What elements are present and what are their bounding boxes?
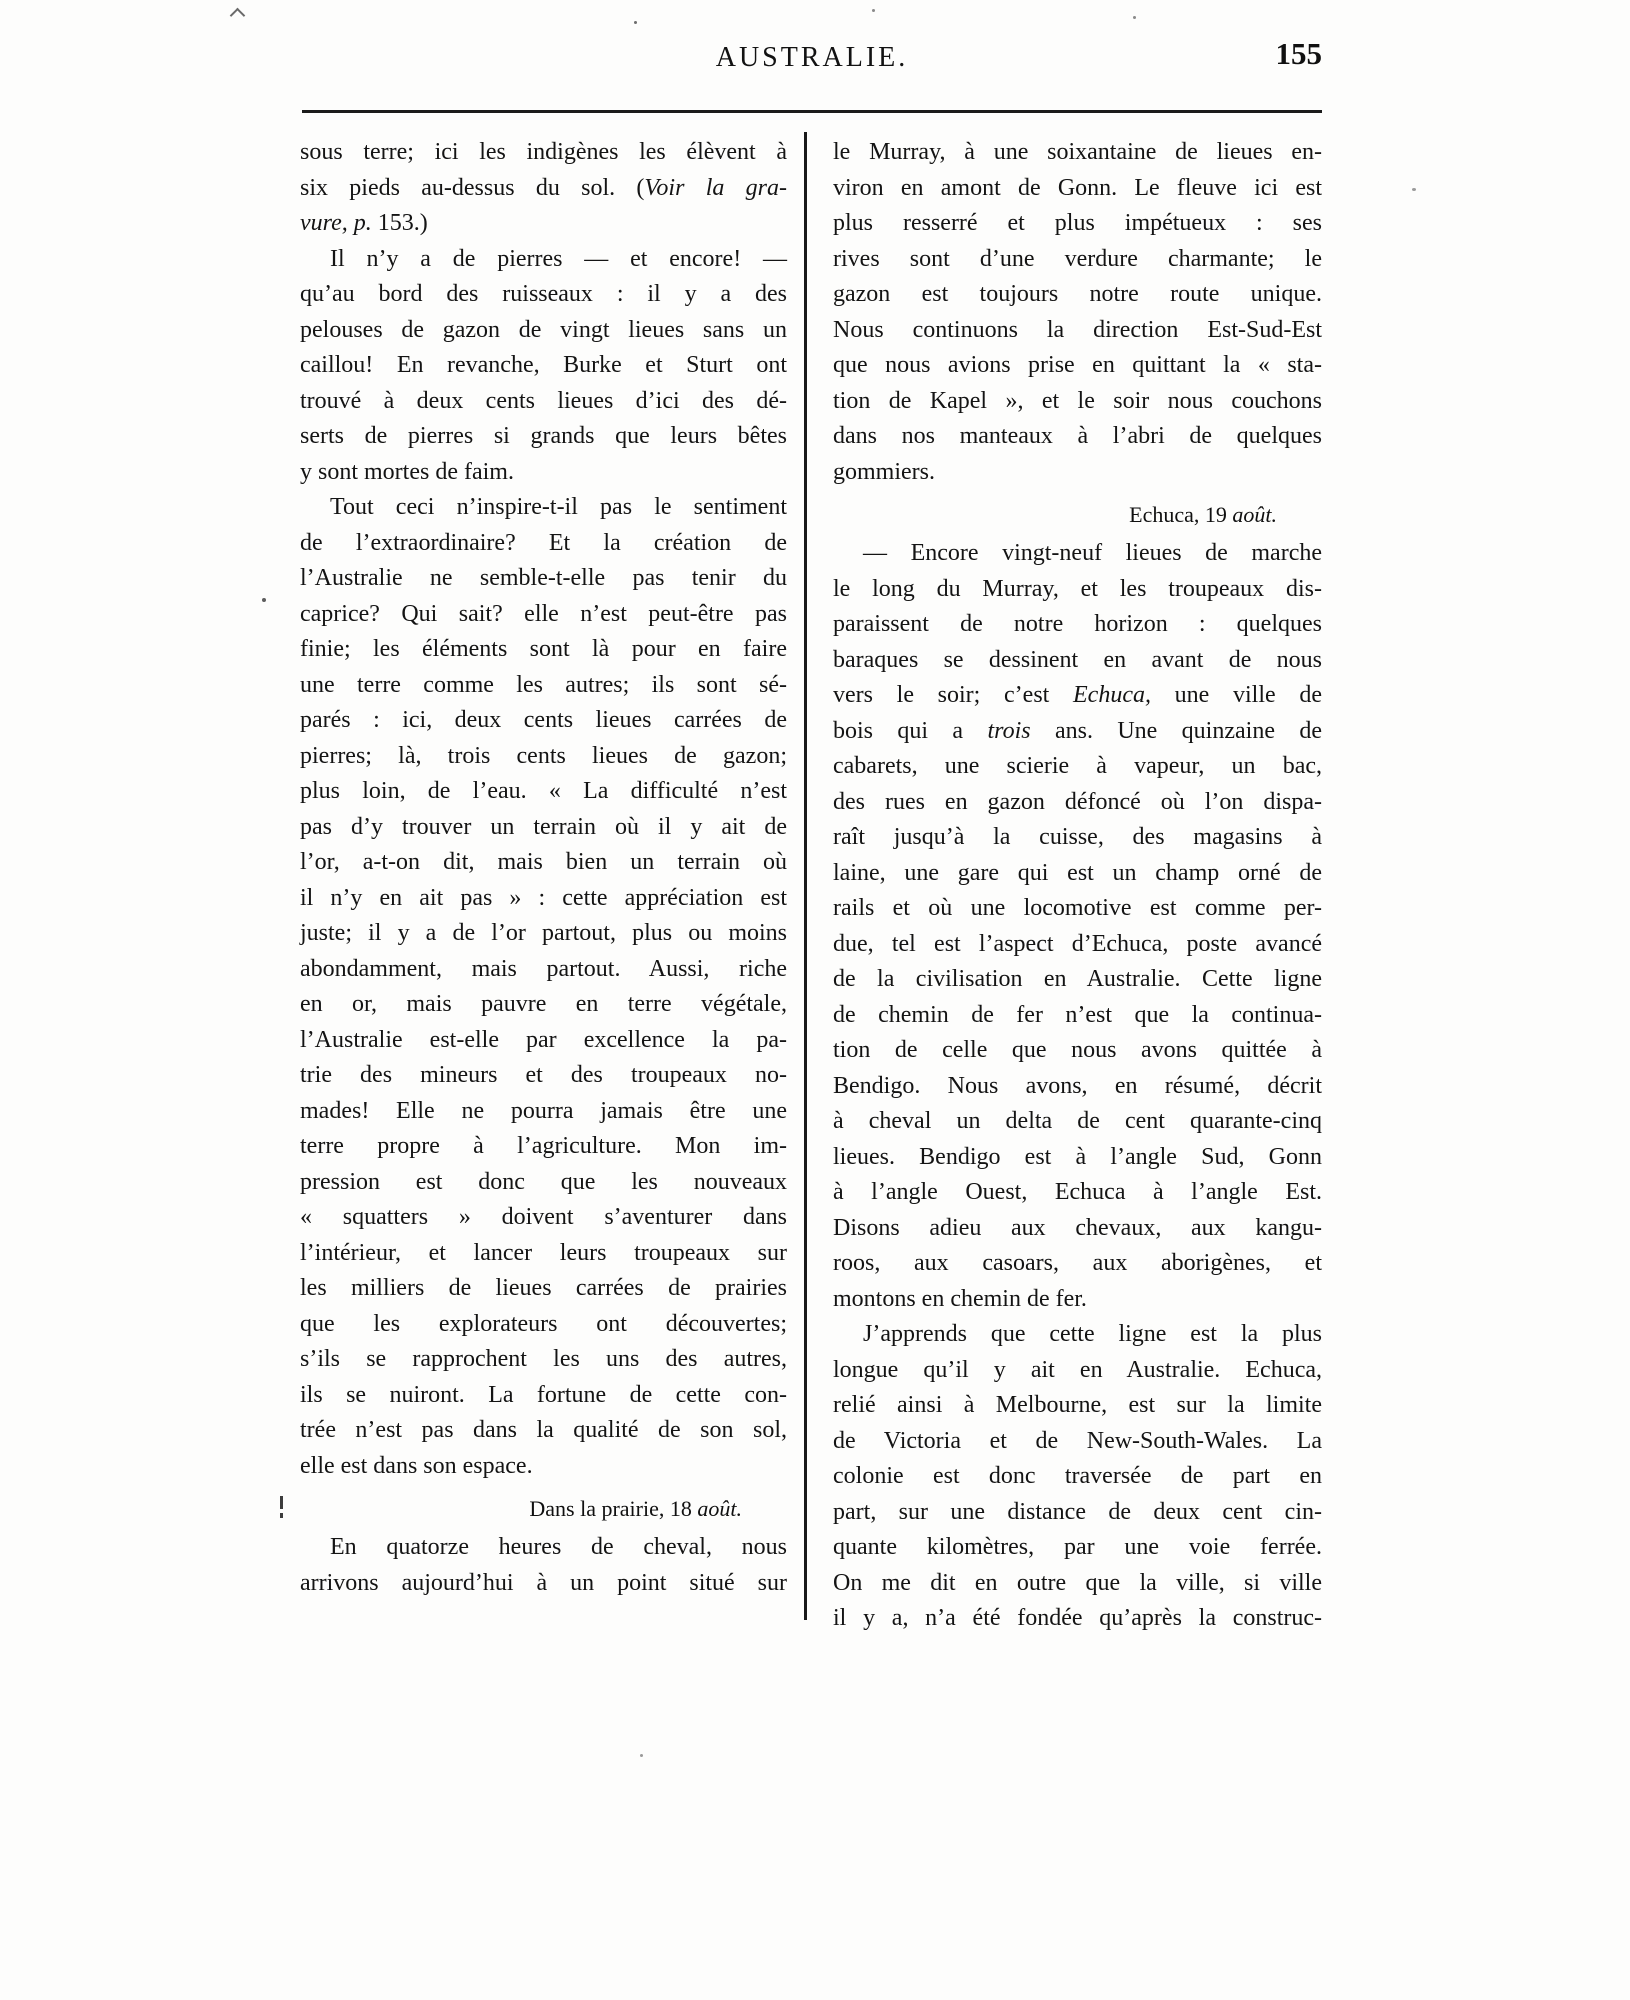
text-line: paraissent de notre horizon : quelques <box>833 611 1322 637</box>
text-line: des rues en gazon défoncé où l’on dispa- <box>833 788 1322 815</box>
text-line: rives sont d’une verdure charmante; le <box>833 245 1322 272</box>
scan-speck <box>872 9 875 12</box>
text-line: qu’au bord des ruisseaux : il y a des <box>300 281 787 307</box>
text-line: les milliers de lieues carrées de prairies <box>300 1275 787 1301</box>
scan-speck <box>1412 188 1416 191</box>
text-line: vers le soir; c’est Echuca, une ville de <box>833 682 1322 708</box>
text-line: relié ainsi à Melbourne, est sur la limite <box>833 1392 1322 1418</box>
text-line: quante kilomètres, par une voie ferrée. <box>833 1534 1322 1560</box>
running-header <box>302 36 1322 80</box>
text-line: de la civilisation en Australie. Cette ligne <box>833 966 1322 992</box>
text-line: rails et où une locomotive est comme per- <box>833 895 1322 921</box>
text-line: caillou! En revanche, Burke et Sturt ont <box>300 352 787 378</box>
text-line: roos, aux casoars, aux aborigènes, et <box>833 1250 1322 1276</box>
text-line: dans nos manteaux à l’abri de quelques <box>833 423 1322 449</box>
text-line: à cheval un delta de cent quarante-cinq <box>833 1108 1322 1134</box>
text-line: l’intérieur, et lancer leurs troupeaux sur <box>300 1239 787 1266</box>
text-line: En quatorze heures de cheval, nous <box>330 1534 787 1560</box>
text-line: le long du Murray, et les troupeaux dis- <box>833 575 1322 602</box>
text-line: vure, p. 153.) <box>300 210 428 236</box>
text-line: due, tel est l’aspect d’Echuca, poste avancé <box>833 930 1322 957</box>
scan-speck <box>634 21 637 24</box>
page-number: 155 <box>1275 36 1322 71</box>
right-column <box>833 135 1322 1637</box>
text-line: de l’extraordinaire? Et la création de <box>300 529 787 556</box>
text-line: arrivons aujourd’hui à un point situé sur <box>300 1569 787 1596</box>
text-line: mades! Elle ne pourra jamais être une <box>300 1097 787 1124</box>
text-line: l’Australie ne semble-t-elle pas tenir du <box>300 565 787 591</box>
text-line: gommiers. <box>833 458 935 485</box>
text-line: colonie est donc traversée de part en <box>833 1463 1322 1489</box>
scan-artifact-mark <box>280 1513 283 1518</box>
text-line: serts de pierres si grands que leurs bêtes <box>300 423 787 449</box>
text-line: trouvé à deux cents lieues d’ici des dé- <box>300 387 787 414</box>
text-line: une terre comme les autres; ils sont sé- <box>300 671 787 698</box>
scan-speck <box>640 1754 643 1757</box>
text-line: montons en chemin de fer. <box>833 1285 1087 1312</box>
text-line: viron en amont de Gonn. Le fleuve ici est <box>833 174 1322 201</box>
text-line: en or, mais pauvre en terre végétale, <box>300 991 787 1017</box>
text-line: parés : ici, deux cents lieues carrées de <box>300 707 787 733</box>
text-line: Tout ceci n’inspire-t-il pas le sentiment <box>330 494 787 520</box>
header-rule <box>302 110 1322 113</box>
text-line: Disons adieu aux chevaux, aux kangu- <box>833 1214 1322 1241</box>
text-line: de Victoria et de New-South-Wales. La <box>833 1427 1322 1454</box>
text-line: lieues. Bendigo est à l’angle Sud, Gonn <box>833 1143 1322 1170</box>
text-line: elle est dans son espace. <box>300 1452 533 1479</box>
text-line: Bendigo. Nous avons, en résumé, décrit <box>833 1072 1322 1099</box>
text-line: — Encore vingt-neuf lieues de marche <box>863 540 1322 566</box>
dateline: Echuca, 19 août. <box>1129 502 1277 527</box>
text-line: raît jusqu’à la cuisse, des magasins à <box>833 824 1322 850</box>
text-line: Il n’y a de pierres — et encore! — <box>330 245 787 272</box>
text-line: six pieds au-dessus du sol. (Voir la gra- <box>300 174 788 201</box>
text-line: abondamment, mais partout. Aussi, riche <box>300 955 787 982</box>
text-line: tion de celle que nous avons quittée à <box>833 1037 1322 1063</box>
text-line: laine, une gare qui est un champ orné de <box>833 859 1322 886</box>
text-line: s’ils se rapprochent les uns des autres, <box>300 1346 787 1372</box>
text-line: Nous continuons la direction Est-Sud-Est <box>833 316 1322 343</box>
scan-speck <box>262 598 266 602</box>
text-line: que nous avions prise en quittant la « sta- <box>833 352 1322 378</box>
text-line: pas d’y trouver un terrain où il y ait de <box>300 813 787 840</box>
text-line: sous terre; ici les indigènes les élèvent à <box>300 139 787 165</box>
scan-artifact-mark <box>280 1496 283 1509</box>
text-line: l’or, a-t-on dit, mais bien un terrain où <box>300 849 787 875</box>
text-line: ils se nuiront. La fortune de cette con- <box>300 1381 787 1408</box>
dateline: Dans la prairie, 18 août. <box>529 1496 742 1521</box>
text-line: « squatters » doivent s’aventurer dans <box>300 1204 787 1230</box>
page-title: AUSTRALIE. <box>715 42 909 73</box>
text-line: bois qui a trois ans. Une quinzaine de <box>833 717 1322 744</box>
text-line: caprice? Qui sait? elle n’est peut-être pas <box>300 600 787 627</box>
text-line: à l’angle Ouest, Echuca à l’angle Est. <box>833 1179 1322 1205</box>
text-line: il y a, n’a été fondée qu’après la construc- <box>833 1605 1322 1631</box>
text-line: gazon est toujours notre route unique. <box>833 281 1322 307</box>
text-line: plus resserré et plus impétueux : ses <box>833 210 1322 236</box>
column-divider <box>804 132 807 1620</box>
text-line: trée n’est pas dans la qualité de son sol, <box>300 1417 787 1443</box>
text-line: tion de Kapel », et le soir nous couchons <box>833 387 1322 414</box>
text-line: que les explorateurs ont découvertes; <box>300 1310 787 1337</box>
text-line: longue qu’il y ait en Australie. Echuca, <box>833 1356 1322 1383</box>
text-line: plus loin, de l’eau. « La difficulté n’est <box>300 778 787 804</box>
text-line: pelouses de gazon de vingt lieues sans un <box>300 316 787 343</box>
text-line: terre propre à l’agriculture. Mon im- <box>300 1133 787 1159</box>
text-line: part, sur une distance de deux cent cin- <box>833 1498 1322 1525</box>
text-line: On me dit en outre que la ville, si ville <box>833 1569 1322 1596</box>
text-line: pierres; là, trois cents lieues de gazon; <box>300 742 787 769</box>
text-line: il n’y en ait pas » : cette appréciation est <box>300 884 787 911</box>
text-line: l’Australie est-elle par excellence la pa- <box>300 1026 787 1053</box>
text-line: y sont mortes de faim. <box>300 458 514 485</box>
text-line: cabarets, une scierie à vapeur, un bac, <box>833 753 1322 779</box>
scan-speck <box>1133 16 1136 19</box>
text-line: pression est donc que les nouveaux <box>300 1168 787 1195</box>
scan-artifact-caret <box>230 8 246 24</box>
text-line: baraques se dessinent en avant de nous <box>833 646 1322 673</box>
left-column <box>300 135 787 1601</box>
text-line: juste; il y a de l’or partout, plus ou moins <box>300 920 787 946</box>
text-line: de chemin de fer n’est que la continua- <box>833 1001 1322 1028</box>
text-line: J’apprends que cette ligne est la plus <box>863 1321 1322 1347</box>
text-line: finie; les éléments sont là pour en faire <box>300 636 787 662</box>
text-line: trie des mineurs et des troupeaux no- <box>300 1062 787 1088</box>
text-line: le Murray, à une soixantaine de lieues en- <box>833 139 1322 165</box>
